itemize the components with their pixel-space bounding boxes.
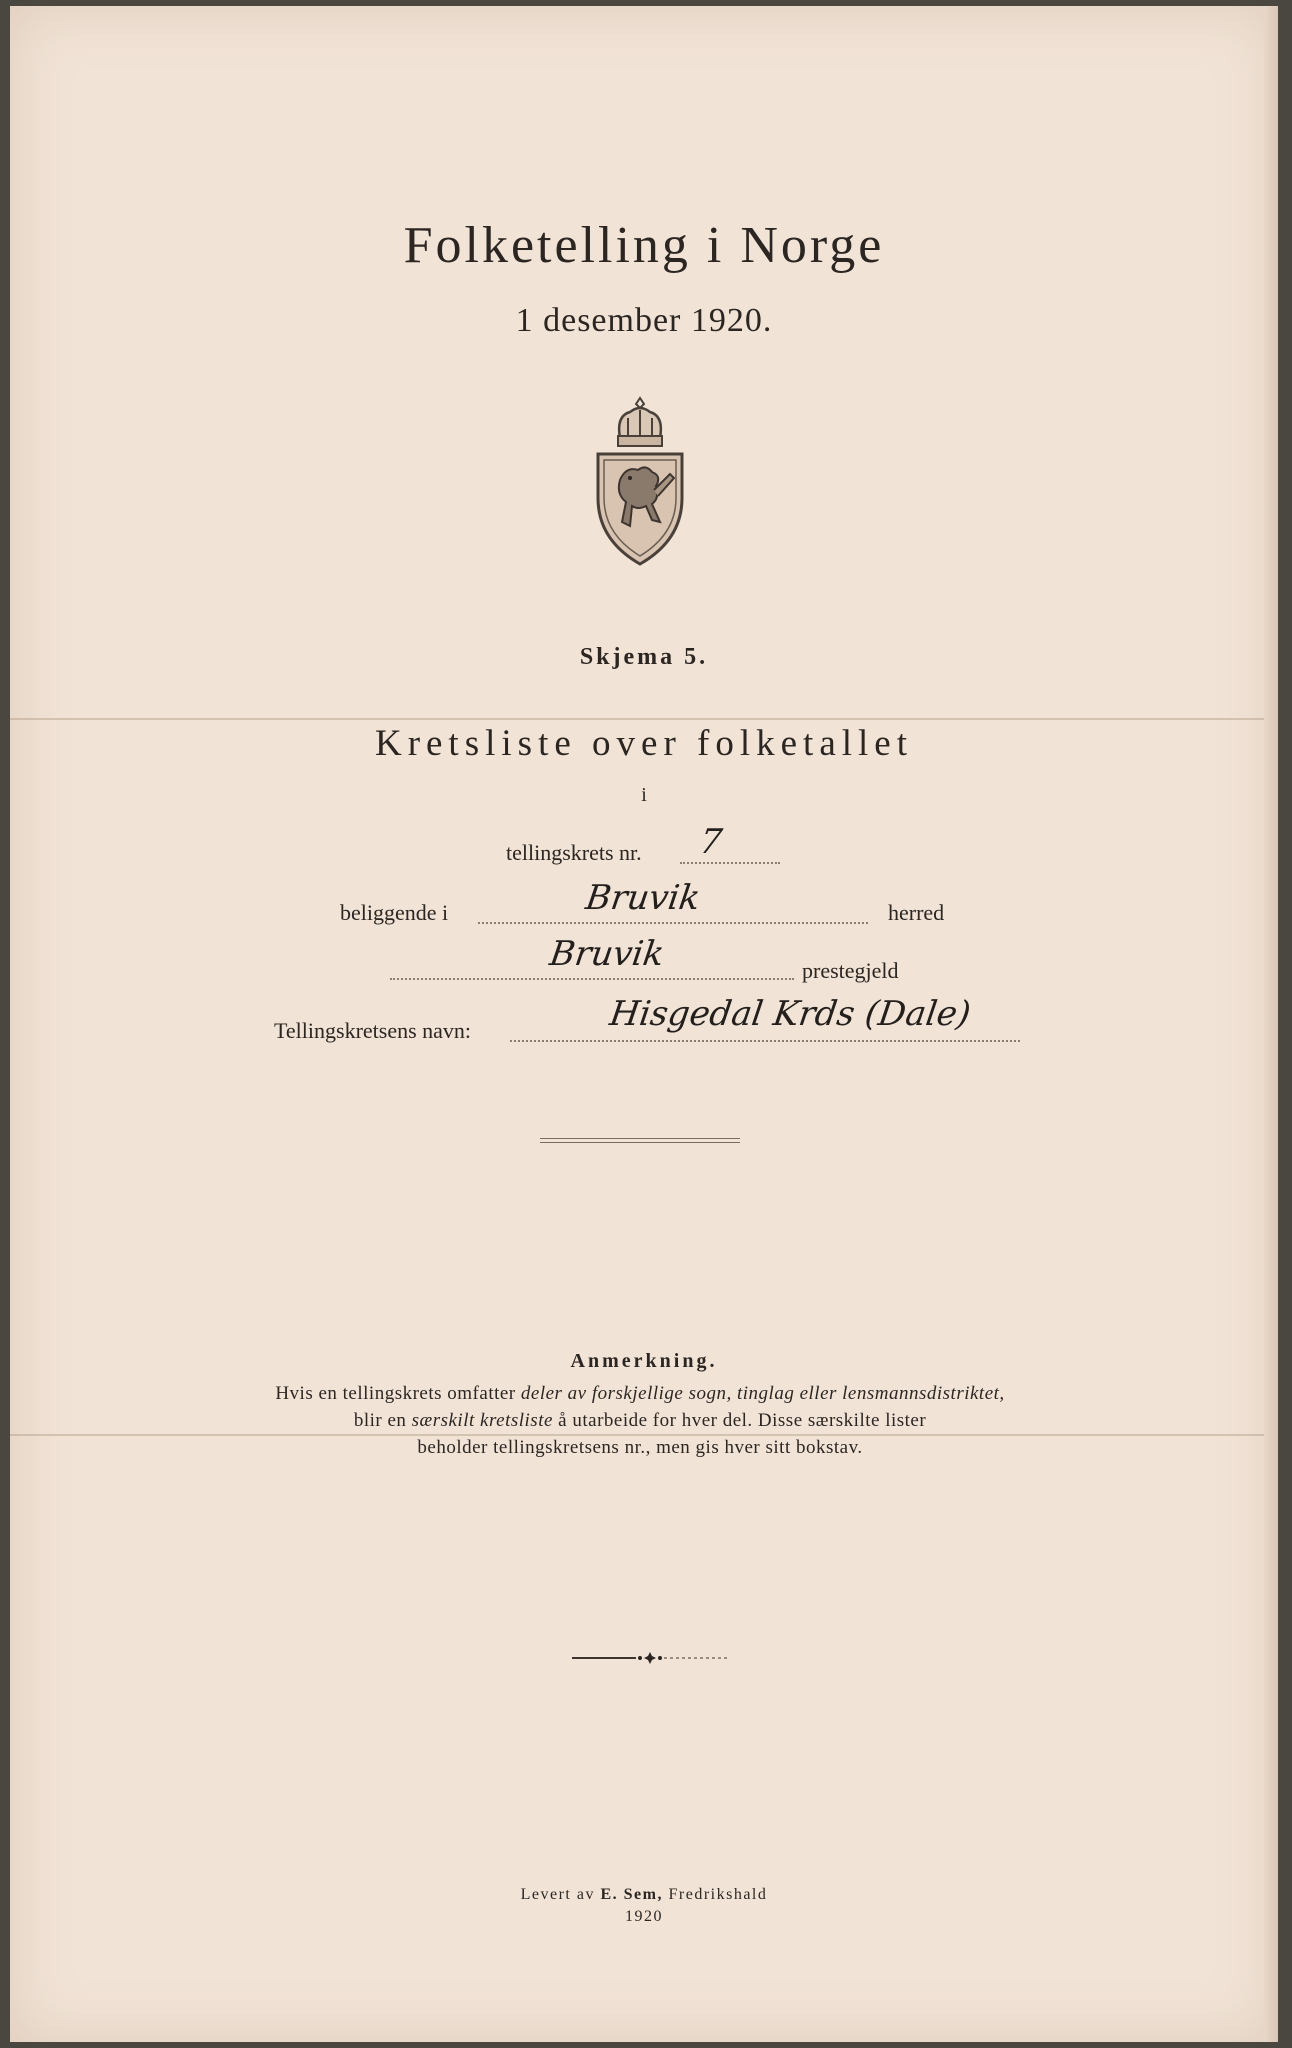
document-title: Folketelling i Norge — [403, 217, 885, 274]
prestegjeld-value: Bruvik — [547, 934, 667, 974]
note-line-2-emphasis: særskilt kretsliste — [411, 1410, 553, 1431]
printer-name: E. Sem, — [600, 1886, 663, 1903]
prestegjeld-line — [390, 978, 794, 980]
note-line-1-text: Hvis en tellingskrets omfatter — [275, 1383, 521, 1404]
connector-text: i — [641, 784, 647, 806]
krets-name-line — [510, 1040, 1020, 1042]
note-title: Anmerkning. — [570, 1350, 718, 1372]
beliggende-label: beliggende i — [340, 900, 449, 925]
paper-fold-line — [10, 718, 1278, 720]
krets-name-label: Tellingskretsens navn: — [274, 1018, 472, 1043]
printer-line — [10, 1884, 1278, 1906]
note-line-2 — [190, 1407, 1090, 1434]
census-form-page — [10, 6, 1278, 2042]
divider-rule — [540, 1142, 740, 1143]
herred-label: herred — [888, 900, 945, 925]
note-line-2-rest: å utarbeide for hver del. Disse særskilte lister — [552, 1410, 927, 1431]
divider-rule — [540, 1138, 740, 1139]
note-line-1 — [190, 1380, 1090, 1407]
herred-line — [478, 922, 868, 924]
ornament-divider-icon — [570, 1652, 730, 1664]
schema-number: Skjema 5. — [579, 644, 709, 670]
krets-name-value: Hisgedal Krds (Dale) — [607, 994, 974, 1034]
norwegian-lion-coat-of-arms-icon — [590, 394, 690, 570]
krets-number-label: tellingskrets nr. — [506, 840, 642, 865]
krets-number-line — [680, 862, 780, 864]
form-heading: Kretsliste over folketallet — [374, 723, 914, 764]
note-line-3: beholder tellingskretsens nr., men gis hver sitt bokstav. — [417, 1437, 863, 1458]
note-text — [190, 1380, 1090, 1461]
printer-prefix: Levert av — [520, 1886, 601, 1903]
printer-place: Fredrikshald — [662, 1886, 768, 1903]
note-line-2-text: blir en — [353, 1410, 412, 1431]
prestegjeld-label: prestegjeld — [802, 958, 899, 983]
krets-number-value: 7 — [697, 822, 725, 862]
note-line-1-emphasis: deler av forskjellige sogn, tinglag eller lensmannsdistriktet, — [520, 1383, 1005, 1404]
printer-year: 1920 — [625, 1908, 663, 1925]
document-date: 1 desember 1920. — [515, 302, 773, 339]
herred-value: Bruvik — [583, 878, 703, 918]
printer-imprint — [10, 1884, 1278, 1928]
